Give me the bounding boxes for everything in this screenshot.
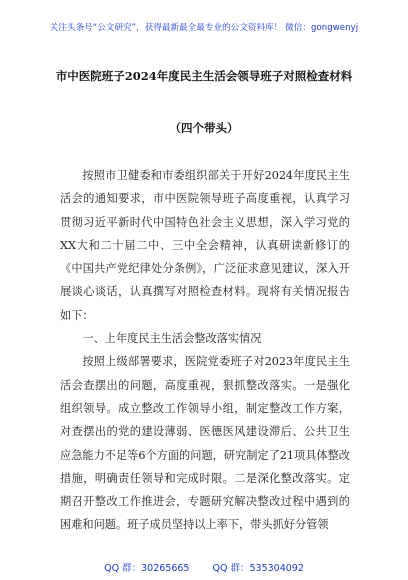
footer-contact [0,560,408,574]
section-heading: 一、上年度民主生活会整改落实情况 [82,332,262,346]
footer-qq-group-2: QQ 群：535304092 [212,563,304,574]
body-paragraph: 按照市卫健委和市委组织部关于开好2024年度民主生活会的通知要求，市中医院领导班子高度重视，认真学习贯彻习近平新时代中国特色社会主义思想，深入学习党的XX大和二十届二中、三中全会精神，认真研读新修订的《中国共产党纪律处分条例》，广泛征求意见建议，深入开展谈心谈话，认真撰写对照检查材料。现将有关情况报告如下： [60,169,350,322]
body-paragraph: 按照上级部署要求，医院党委班子对2023年度民主生活会查摆出的问题，高度重视，狠抓整改落实。一是强化组织领导。成立整改工作领导小组，制定整改工作方案，对查摆出的党的建设薄弱、医德医风建设滞后、公共卫生应急能力不足等6个方面的问题，研究制定了21项具体整改措施，明确责任领导和完成时限。二是深化整改落实。定期召开整改工作推进会，专题研究解决整改过程中遇到的困难和问题。班子成员坚持以上率下，带头抓好分管领 [60,355,350,532]
document-title: 市中医院班子2024年度民主生活会领导班子对照检查材料 [55,69,353,83]
document-body [60,164,350,537]
footer-qq-group-1: QQ 群：30265665 [104,563,190,574]
header-promo-note: 关注头条号“公文研究”，获得最新最全最专业的公文资料库！ 微信：gongwenyj [49,23,359,33]
document-subtitle: （四个带头） [169,121,239,135]
